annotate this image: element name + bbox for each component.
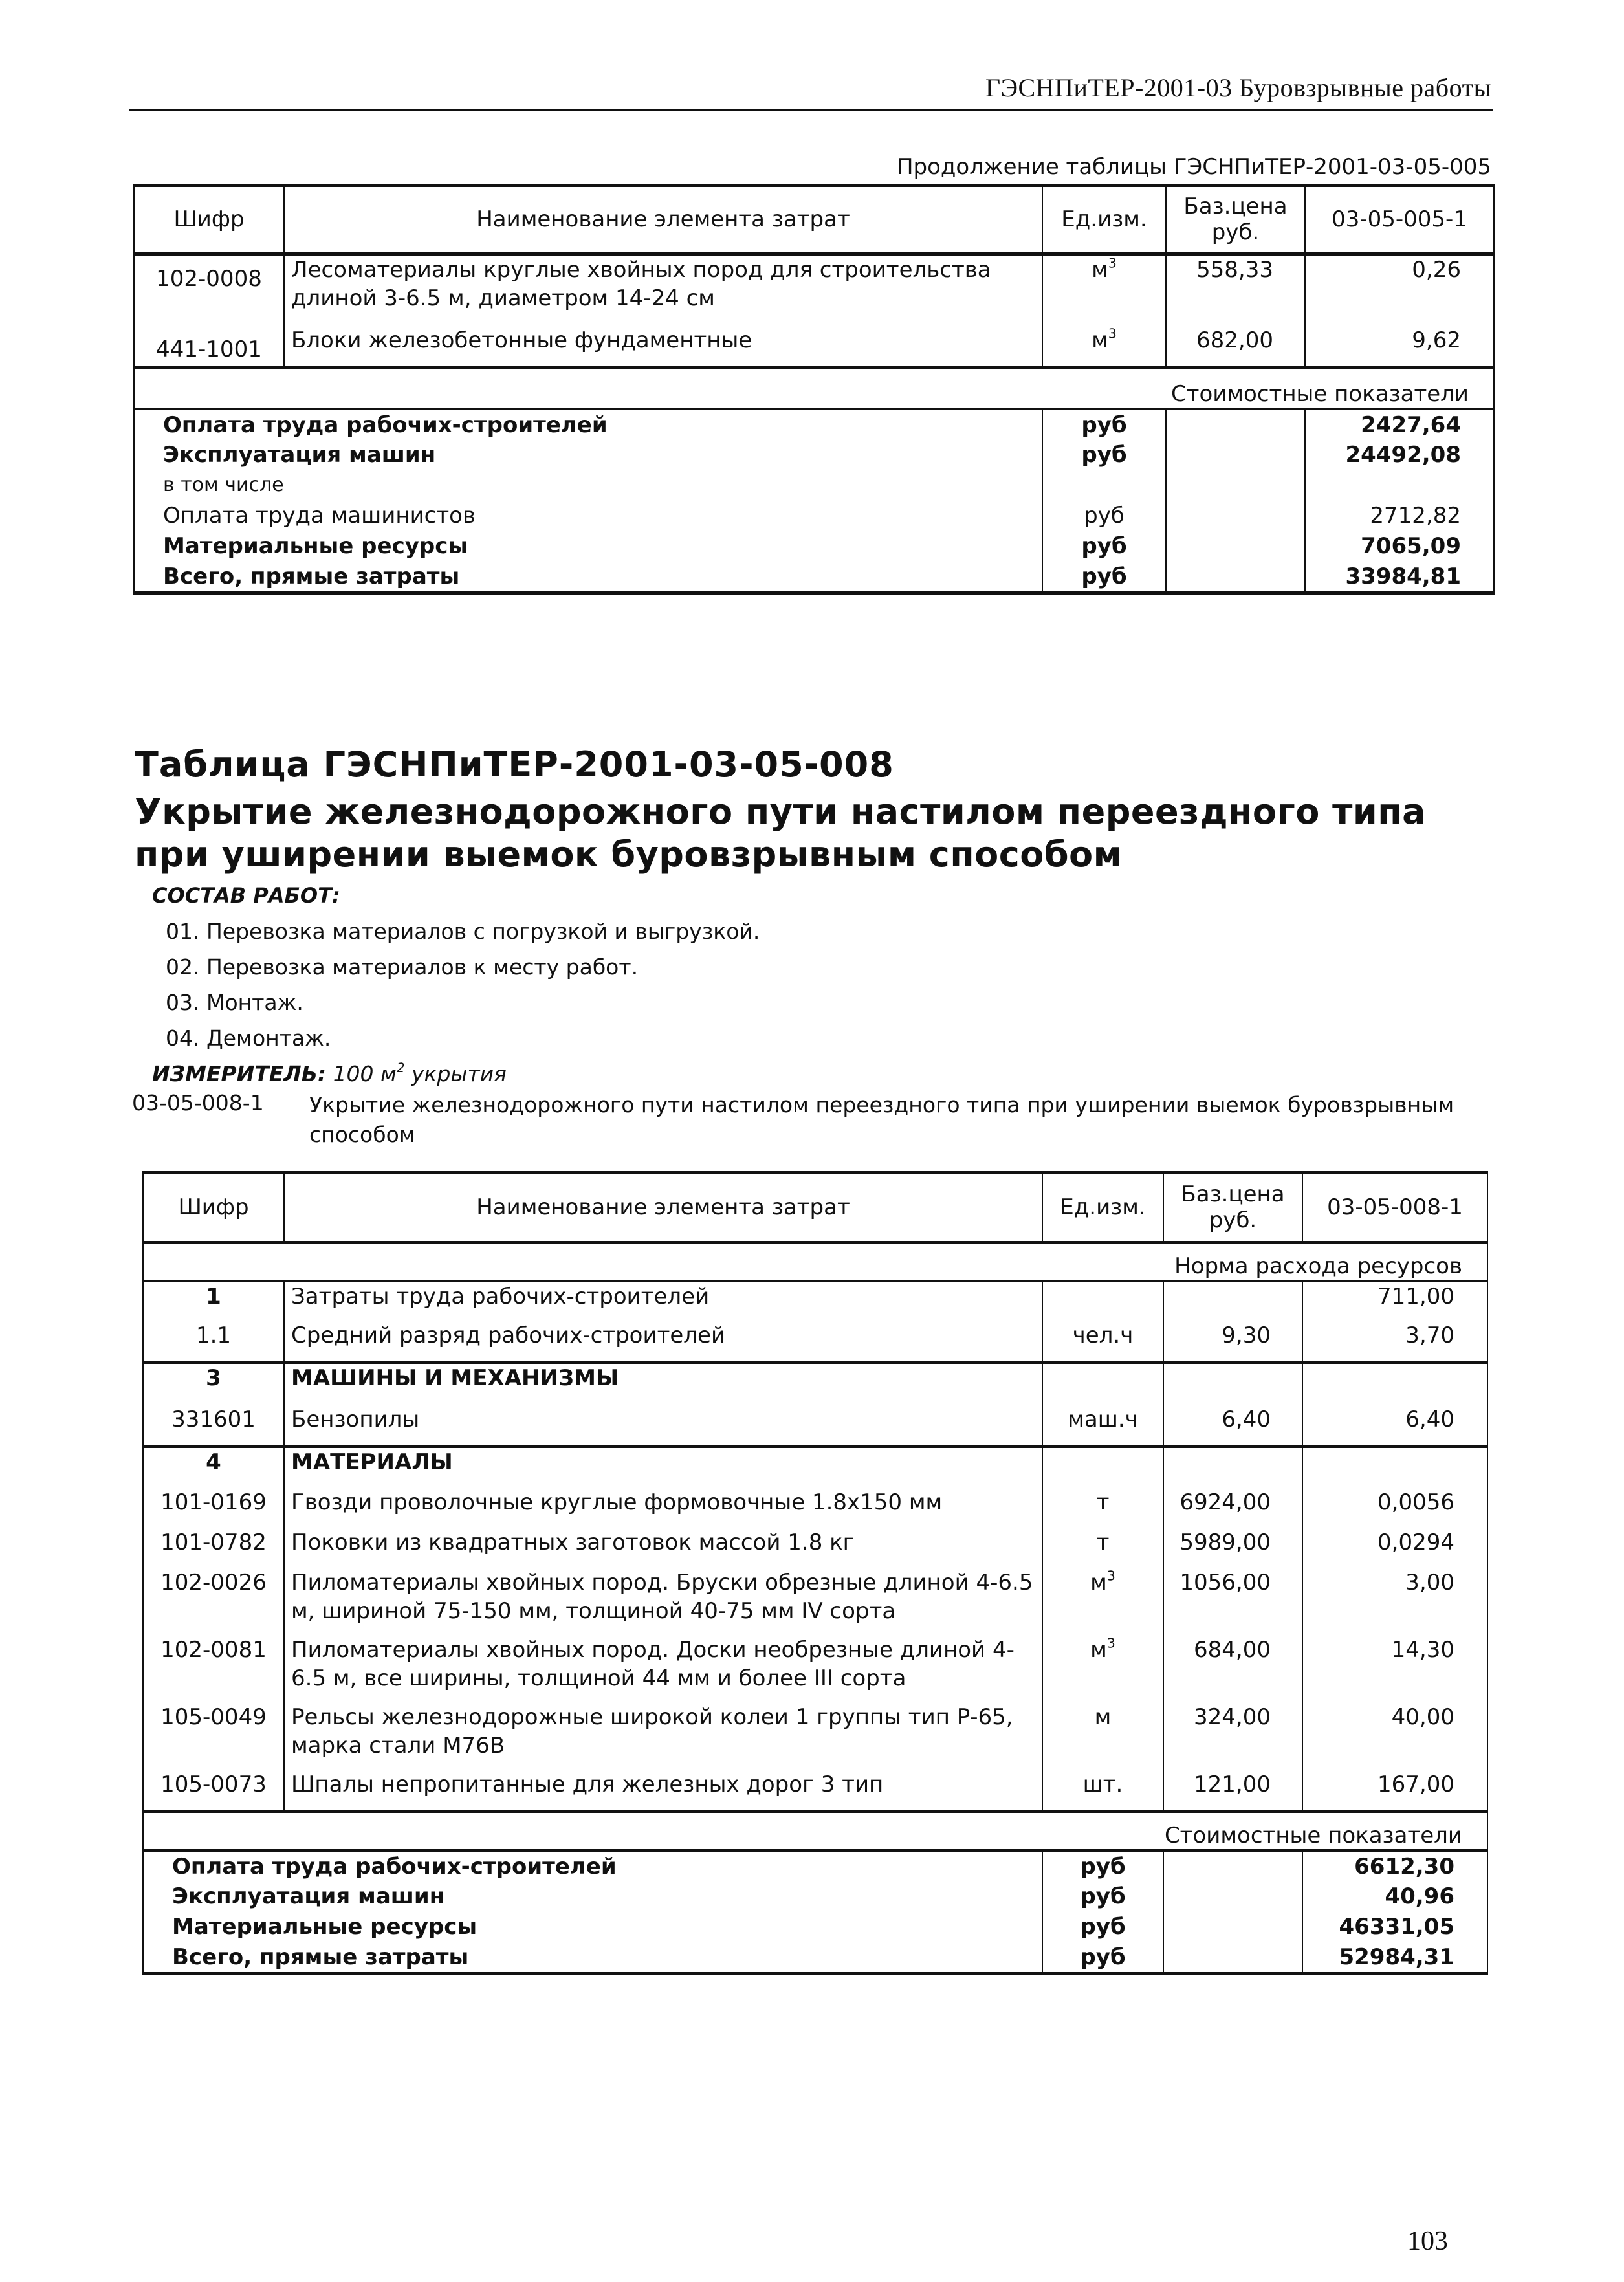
cell-code: 4 (143, 1447, 284, 1488)
summary-name: Эксплуатация машин (143, 1882, 1042, 1912)
cell-base-price: 682,00 (1166, 326, 1305, 368)
cell-unit (1042, 1528, 1163, 1568)
cell-code: 102-0008 (134, 254, 284, 326)
unit-base: т (1096, 1489, 1110, 1515)
cell-base-price: 1056,00 (1163, 1568, 1302, 1636)
summary-row (143, 1942, 1487, 1974)
cell-code: 105-0073 (143, 1770, 284, 1812)
cell-name: Средний разряд рабочих-строителей (284, 1321, 1042, 1363)
continuation-label: Продолжение таблицы ГЭСНПиТЕР-2001-03-05-005 (896, 154, 1491, 180)
unit-base: м (1094, 1704, 1112, 1730)
cell-norm-value: 167,00 (1302, 1770, 1487, 1812)
unit-exponent: 3 (1108, 325, 1117, 342)
column-header-unit: Ед.изм. (1042, 1172, 1163, 1242)
summary-value: 40,96 (1302, 1882, 1487, 1912)
cell-unit (1042, 1281, 1163, 1321)
summary-row (143, 1912, 1487, 1942)
summary-empty (1163, 1942, 1302, 1974)
summary-empty (1166, 562, 1305, 593)
summary-row (134, 470, 1494, 501)
item-description: Укрытие железнодорожного пути настилом переездного типа при уширении выемок буровзрывным способом (309, 1092, 1454, 1147)
summary-empty (1163, 1850, 1302, 1882)
summary-name: Материальные ресурсы (143, 1912, 1042, 1942)
cell-unit (1042, 1703, 1163, 1770)
cell-code: 1.1 (143, 1321, 284, 1363)
summary-value: 2427,64 (1305, 409, 1494, 440)
unit-base: чел.ч (1072, 1322, 1134, 1348)
column-header-price-line1: Баз.цена (1183, 193, 1288, 220)
summary-row (134, 409, 1494, 440)
measure-unit (152, 1061, 507, 1086)
table-row (143, 1321, 1487, 1363)
cell-code: 1 (143, 1281, 284, 1321)
column-header-price-line2: руб. (1209, 1207, 1257, 1233)
work-item: 03. Монтаж. (166, 990, 303, 1015)
work-item: 01. Перевозка материалов с погрузкой и выгрузкой. (166, 919, 760, 944)
cell-base-price (1163, 1281, 1302, 1321)
cell-unit (1042, 1568, 1163, 1636)
cell-unit (1042, 1321, 1163, 1363)
unit-base: шт. (1082, 1772, 1123, 1797)
column-header-unit: Ед.изм. (1042, 186, 1166, 254)
summary-value: 7065,09 (1305, 531, 1494, 562)
cell-norm-value: 711,00 (1302, 1281, 1487, 1321)
cell-code: 101-0169 (143, 1488, 284, 1528)
measure-value (333, 1061, 507, 1086)
cell-name: Затраты труда рабочих-строителей (284, 1281, 1042, 1321)
measure-value-sup: 2 (396, 1060, 405, 1076)
measure-label: ИЗМЕРИТЕЛЬ: (152, 1061, 327, 1086)
cell-name: Поковки из квадратных заготовок массой 1.8 кг (284, 1528, 1042, 1568)
summary-empty (1166, 409, 1305, 440)
cell-unit (1042, 1636, 1163, 1703)
column-header-value: 03-05-008-1 (1302, 1172, 1487, 1242)
summary-unit: руб (1042, 562, 1166, 593)
table-header-row (143, 1172, 1487, 1242)
column-header-code: Шифр (143, 1172, 284, 1242)
cell-base-price: 558,33 (1166, 254, 1305, 326)
cost-band-label: Стоимостные показатели (143, 1812, 1487, 1850)
cell-unit (1042, 1405, 1163, 1447)
cell-base-price: 121,00 (1163, 1770, 1302, 1812)
table-subtitle: Укрытие железнодорожного пути настилом переездного типа при уширении выемок буровзрывным способом (135, 791, 1427, 875)
column-header-value: 03-05-005-1 (1305, 186, 1494, 254)
resource-table (142, 1171, 1488, 1975)
item-code: 03-05-008-1 (132, 1090, 264, 1115)
unit-base: м (1090, 1637, 1107, 1663)
column-header-price-line2: руб. (1211, 219, 1260, 246)
summary-empty (1166, 440, 1305, 470)
table-header-row (134, 186, 1494, 254)
summary-unit: руб (1042, 1912, 1163, 1942)
summary-name: Всего, прямые затраты (134, 562, 1042, 593)
summary-unit: руб (1042, 1942, 1163, 1974)
summary-name: Материальные ресурсы (134, 531, 1042, 562)
work-item: 02. Перевозка материалов к месту работ. (166, 954, 639, 980)
measure-value-base: 100 м (333, 1061, 397, 1086)
cell-unit (1042, 1488, 1163, 1528)
summary-name: Оплата труда машинистов (134, 501, 1042, 531)
summary-value: 33984,81 (1305, 562, 1494, 593)
summary-row (143, 1882, 1487, 1912)
table-row (143, 1568, 1487, 1636)
table-row (143, 1363, 1487, 1405)
column-header-name: Наименование элемента затрат (284, 186, 1042, 254)
summary-name: в том числе (134, 470, 1042, 501)
cell-base-price: 6924,00 (1163, 1488, 1302, 1528)
summary-value: 2712,82 (1305, 501, 1494, 531)
table-row (143, 1405, 1487, 1447)
cell-unit (1042, 326, 1166, 368)
summary-empty (1163, 1882, 1302, 1912)
summary-unit: руб (1042, 501, 1166, 531)
cell-name: Лесоматериалы круглые хвойных пород для строительства длиной 3-6.5 м, диаметром 14-24 см (284, 254, 1042, 326)
cell-code: 441-1001 (134, 326, 284, 368)
summary-empty (1163, 1912, 1302, 1942)
table-title: Таблица ГЭСНПиТЕР-2001-03-05-008 (135, 744, 894, 785)
measure-value-post: укрытия (404, 1061, 507, 1086)
cell-name: МАТЕРИАЛЫ (284, 1447, 1042, 1488)
cell-norm-value: 0,26 (1305, 254, 1494, 326)
work-item: 04. Демонтаж. (166, 1026, 331, 1051)
cell-code: 101-0782 (143, 1528, 284, 1568)
norm-band (143, 1242, 1487, 1281)
cell-unit (1042, 1363, 1163, 1405)
cell-norm-value: 0,0294 (1302, 1528, 1487, 1568)
summary-name: Оплата труда рабочих-строителей (134, 409, 1042, 440)
cell-name: Блоки железобетонные фундаментные (284, 326, 1042, 368)
cell-base-price: 9,30 (1163, 1321, 1302, 1363)
cell-name: Рельсы железнодорожные широкой колеи 1 группы тип Р-65, марка стали М76В (284, 1703, 1042, 1770)
cost-band-label: Стоимостные показатели (134, 368, 1494, 409)
summary-unit: руб (1042, 531, 1166, 562)
cost-band (143, 1812, 1487, 1850)
table-row (143, 1636, 1487, 1703)
cell-code: 102-0081 (143, 1636, 284, 1703)
cell-code: 331601 (143, 1405, 284, 1447)
unit-base: м (1090, 1570, 1107, 1596)
cell-code: 102-0026 (143, 1568, 284, 1636)
summary-empty (1166, 470, 1305, 501)
unit-exponent: 3 (1106, 1568, 1115, 1584)
unit-base: м (1092, 256, 1108, 283)
page-number: 103 (1407, 2226, 1448, 2256)
cell-name: МАШИНЫ И МЕХАНИЗМЫ (284, 1363, 1042, 1405)
cell-unit (1042, 254, 1166, 326)
continuation-table (133, 184, 1495, 595)
cell-name: Гвозди проволочные круглые формовочные 1.8х150 мм (284, 1488, 1042, 1528)
cell-norm-value: 40,00 (1302, 1703, 1487, 1770)
cost-band (134, 368, 1494, 409)
table-row (143, 1703, 1487, 1770)
summary-empty (1166, 501, 1305, 531)
summary-row (134, 562, 1494, 593)
cell-base-price (1163, 1363, 1302, 1405)
cell-base-price: 5989,00 (1163, 1528, 1302, 1568)
running-header: ГЭСНПиТЕР-2001-03 Буровзрывные работы (985, 73, 1491, 102)
table-row (143, 1447, 1487, 1488)
summary-row (134, 501, 1494, 531)
cell-unit (1042, 1447, 1163, 1488)
table-row (143, 1281, 1487, 1321)
composition-label: СОСТАВ РАБОТ: (152, 883, 340, 908)
cell-base-price: 6,40 (1163, 1405, 1302, 1447)
cell-base-price: 324,00 (1163, 1703, 1302, 1770)
summary-value (1305, 470, 1494, 501)
column-header-price (1163, 1172, 1302, 1242)
unit-base: маш.ч (1068, 1407, 1138, 1432)
table-row (143, 1488, 1487, 1528)
cell-base-price (1163, 1447, 1302, 1488)
summary-unit: руб (1042, 440, 1166, 470)
column-header-name: Наименование элемента затрат (284, 1172, 1042, 1242)
cell-code: 105-0049 (143, 1703, 284, 1770)
cell-code: 3 (143, 1363, 284, 1405)
cell-name: Пиломатериалы хвойных пород. Бруски обрезные длиной 4-6.5 м, шириной 75-150 мм, толщиной 40-75 мм IV сорта (284, 1568, 1042, 1636)
cell-base-price: 684,00 (1163, 1636, 1302, 1703)
column-header-price-line1: Баз.цена (1181, 1181, 1285, 1207)
table-row (143, 1528, 1487, 1568)
cell-name: Пиломатериалы хвойных пород. Доски необрезные длиной 4-6.5 м, все ширины, толщиной 44 мм и более III сорта (284, 1636, 1042, 1703)
column-header-code: Шифр (134, 186, 284, 254)
norm-band-label: Норма расхода ресурсов (143, 1242, 1487, 1281)
cell-name: Бензопилы (284, 1405, 1042, 1447)
cell-norm-value (1302, 1447, 1487, 1488)
cell-norm-value: 3,00 (1302, 1568, 1487, 1636)
cell-name: Шпалы непропитанные для железных дорог 3 тип (284, 1770, 1042, 1812)
summary-row (143, 1850, 1487, 1882)
cell-norm-value: 6,40 (1302, 1405, 1487, 1447)
unit-base: т (1096, 1530, 1110, 1555)
cell-norm-value: 9,62 (1305, 326, 1494, 368)
summary-value: 46331,05 (1302, 1912, 1487, 1942)
cell-unit (1042, 1770, 1163, 1812)
cell-norm-value: 0,0056 (1302, 1488, 1487, 1528)
table-row (134, 326, 1494, 368)
unit-exponent: 3 (1108, 255, 1117, 271)
summary-value: 24492,08 (1305, 440, 1494, 470)
header-rule (129, 109, 1493, 111)
summary-unit (1042, 470, 1166, 501)
table-row (134, 254, 1494, 326)
summary-unit: руб (1042, 409, 1166, 440)
summary-name: Эксплуатация машин (134, 440, 1042, 470)
column-header-price (1166, 186, 1305, 254)
summary-value: 52984,31 (1302, 1942, 1487, 1974)
summary-name: Всего, прямые затраты (143, 1942, 1042, 1974)
unit-base: м (1092, 327, 1108, 353)
summary-empty (1166, 531, 1305, 562)
cell-norm-value (1302, 1363, 1487, 1405)
cell-norm-value: 3,70 (1302, 1321, 1487, 1363)
summary-value: 6612,30 (1302, 1850, 1487, 1882)
cell-norm-value: 14,30 (1302, 1636, 1487, 1703)
table-row (143, 1770, 1487, 1812)
unit-exponent: 3 (1106, 1635, 1115, 1651)
summary-unit: руб (1042, 1882, 1163, 1912)
summary-unit: руб (1042, 1850, 1163, 1882)
summary-name: Оплата труда рабочих-строителей (143, 1850, 1042, 1882)
summary-row (134, 531, 1494, 562)
summary-row (134, 440, 1494, 470)
